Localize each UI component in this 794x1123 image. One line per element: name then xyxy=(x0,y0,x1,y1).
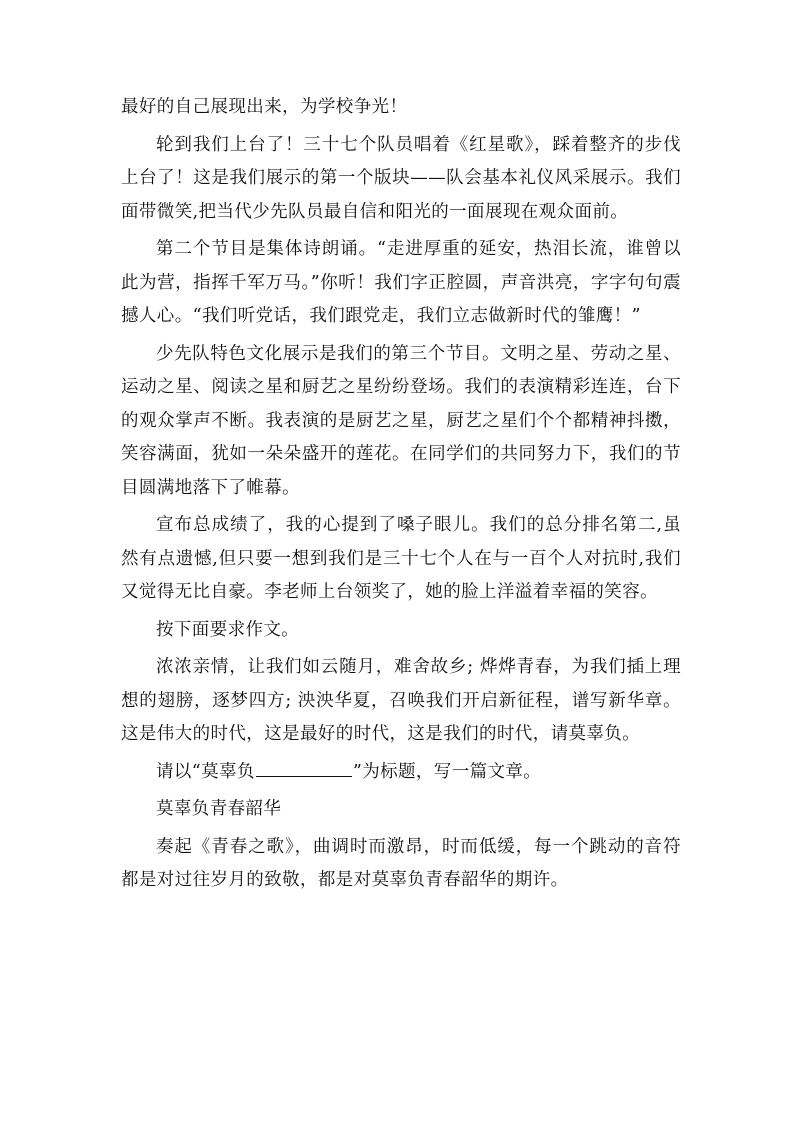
paragraph-writing-material: 浓浓亲情，让我们如云随月，难舍故乡; 烨烨青春，为我们插上理想的翅膀，逐梦四方; 泱泱华夏，召唤我们开启新征程，谱写新华章。这是伟大的时代，这是最好的时代，这是我们的时代，请莫辜负。 xyxy=(121,657,681,744)
document-body xyxy=(121,91,681,902)
paragraph-intro-tail: 最好的自己展现出来，为学校争光！ xyxy=(121,97,408,117)
title-blank-line xyxy=(256,775,352,777)
paragraph-culture-show: 少先队特色文化展示是我们的第三个节目。文明之星、劳动之星、运动之星、阅读之星和厨艺之星纷纷登场。我们的表演精彩连连，台下的观众掌声不断。我表演的是厨艺之星，厨艺之星们个个都精神抖擞，笑容满面，犹如一朵朵盛开的莲花。在同学们的共同努力下，我们的节目圆满地落下了帷幕。 xyxy=(121,343,681,498)
essay-opening-paragraph: 奏起《青春之歌》，曲调时而激昂，时而低缓，每一个跳动的音符都是对过往岁月的致敬，都是对莫辜负青春韶华的期许。 xyxy=(121,836,681,890)
paragraph-first-segment: 轮到我们上台了！三十七个队员唱着《红星歌》，踩着整齐的步伐上台了！这是我们展示的第一个版块——队会基本礼仪风采展示。我们面带微笑,把当代少先队员最自信和阳光的一面展现在观众面前。 xyxy=(121,134,681,222)
paragraph-writing-instruction: 按下面要求作文。 xyxy=(156,619,300,640)
paragraph-poetry-recital: 第二个节目是集体诗朗诵。“走进厚重的延安，热泪长流，谁曾以此为营，指挥千军万马。”你听！我们字正腔圆，声音洪亮，字字句句震撼人心。“我们听党话，我们跟党走，我们立志做新时代的雏鹰！” xyxy=(121,239,681,326)
paragraph-results: 宣布总成绩了，我的心提到了嗓子眼儿。我们的总分排名第二,虽然有点遗憾,但只要一想到我们是三十七个人在与一百个人对抗时,我们又觉得无比自豪。李老师上台领奖了，她的脸上洋溢着幸福的笑容。 xyxy=(121,515,681,602)
essay-title: 莫辜负青春韶华 xyxy=(156,799,282,819)
paragraph-writing-prompt xyxy=(121,756,681,790)
prompt-text-after: ”为标题，写一篇文章。 xyxy=(352,761,542,782)
prompt-text-before: 请以“莫辜负 xyxy=(156,761,255,782)
